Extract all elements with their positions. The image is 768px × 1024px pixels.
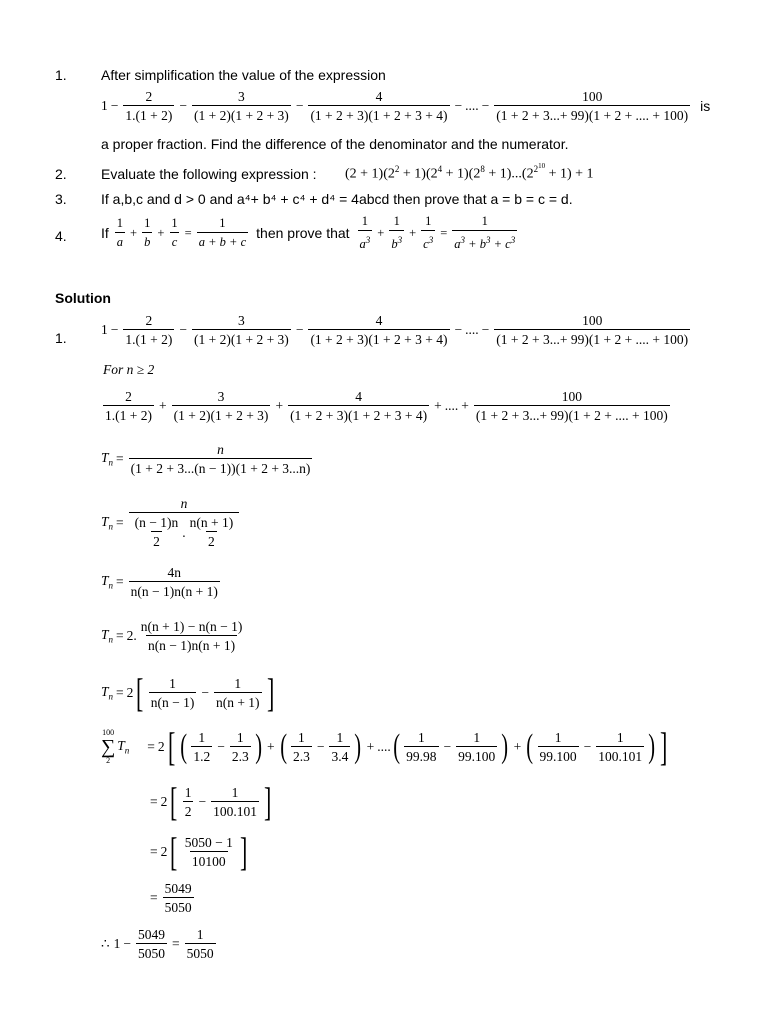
fraction-1-den: 1.(1 + 2) [123, 105, 174, 123]
minus-sign: − [110, 322, 119, 337]
den: (1 + 2)(1 + 2 + 3) [172, 405, 271, 423]
problem-2-text: Evaluate the following expression : [101, 166, 317, 182]
tn-step-5: $T_n$ = 2 [ $\frac{1}{n(n - 1)}$ − $\frac{1}{n(n + 1)}$ ] [101, 670, 274, 715]
ellipsis: .... [465, 98, 479, 113]
den: 2 [151, 531, 162, 549]
exponent: 4 [437, 164, 443, 174]
den: 2 [183, 801, 194, 819]
num: 3 [217, 389, 225, 404]
den: (1 + 2 + 3...+ 99)(1 + 2 + .... + 100) [474, 405, 670, 423]
fraction-4-num: 100 [582, 89, 603, 104]
problem-2-number: 2. [55, 166, 67, 182]
problem-4-expression [101, 214, 519, 252]
den: n(n + 1) [214, 692, 262, 710]
plus-sign: + [158, 398, 167, 413]
exponent: 2 [394, 164, 400, 174]
therefore-symbol: ∴ [101, 936, 110, 951]
den: 5050 [136, 943, 167, 961]
expr-lead: 1 [101, 322, 108, 337]
den: c [170, 232, 180, 250]
fraction-3 [308, 89, 449, 123]
den: 5050 [163, 897, 194, 915]
expr-lead: 1 [101, 98, 108, 113]
final-answer: ∴ 1 − $\frac{5049}{5050}$ = $\frac{1}{5050}$ [101, 927, 214, 961]
num: 4 [355, 389, 362, 404]
exponent [534, 164, 546, 174]
num: 2 [125, 389, 132, 404]
num: 2 [145, 313, 153, 328]
minus-sign: − [295, 322, 304, 337]
tn-step-4: $T_n$ = 2. $\frac{n(n + 1) - n(n - 1)}{n(n - 1)n(n + 1)}$ [101, 619, 243, 653]
expr-part: + 1)(2 [442, 166, 481, 182]
exponent-power: 10 [538, 162, 546, 170]
for-n-condition: For n ≥ 2 [103, 362, 155, 377]
expr-part: + 1)...(2 [484, 166, 534, 182]
sigma-symbol: 100 ∑ 2 [101, 728, 116, 765]
ellipsis: .... [465, 322, 479, 337]
expr-lead: 1 [113, 936, 121, 951]
den: 10100 [190, 851, 228, 869]
den: 100.101 [596, 746, 644, 764]
num: 1 [425, 214, 432, 228]
num: 4n [167, 565, 181, 580]
then-label: then prove that [256, 225, 350, 242]
minus-sign: − [179, 98, 187, 113]
solution-heading: Solution [55, 290, 111, 306]
plus-sign: + [434, 398, 442, 413]
den: 99.100 [538, 746, 579, 764]
ellipsis: .... [377, 739, 391, 754]
num: n(n + 1) − n(n − 1) [140, 619, 243, 634]
num: n(n + 1) [189, 515, 234, 530]
num: 1 [393, 214, 400, 228]
den: 1.(1 + 2) [103, 405, 154, 423]
expr-part: + 1) + 1 [545, 166, 594, 182]
fraction-2-den: (1 + 2)(1 + 2 + 3) [192, 105, 291, 123]
problem-1-continuation: a proper fraction. Find the difference of the denominator and the numerator. [101, 136, 569, 152]
minus-sign: − [179, 322, 187, 337]
fraction-1 [123, 89, 174, 123]
problem-2-expression [345, 162, 594, 183]
expr-trail: is [700, 98, 711, 114]
num: 1 [184, 785, 192, 800]
num: 1 [219, 216, 226, 231]
fraction-2 [192, 89, 291, 123]
coefficient: 2. [126, 628, 137, 643]
num: 100 [582, 313, 603, 328]
num: n [180, 496, 188, 511]
plus-sign: + [275, 398, 284, 413]
num: 1 [169, 676, 176, 691]
den: (1 + 2 + 3)(1 + 2 + 3 + 4) [308, 329, 449, 347]
den: n(n − 1) [149, 692, 197, 710]
num: 100 [561, 389, 582, 404]
minus-sign: − [454, 322, 463, 337]
den: $a^3$ [358, 230, 373, 252]
num: 1 [231, 785, 239, 800]
den: 99.98 [404, 746, 438, 764]
den: $c^3$ [421, 230, 435, 252]
rhs-equation: $\frac{1}{a^3}$ + $\frac{1}{b^3}$ + $\frac{1}{c^3}$ = $\frac{1}{a^3 + b^3 + c^3}$ [359, 214, 516, 252]
den: 2 [206, 531, 217, 549]
num: 1 [481, 214, 488, 228]
problem-1-number: 1. [55, 67, 67, 83]
lhs-equation: $\frac{1}{a}$ + $\frac{1}{b}$ + $\frac{1}{c}$ = $\frac{1}{a + b + c}$ [116, 216, 247, 250]
fraction-1-num: 2 [145, 89, 153, 104]
den: 1.(1 + 2) [123, 329, 174, 347]
num: 1 [196, 927, 204, 942]
problem-1-intro: After simplification the value of the expression [101, 67, 386, 83]
den: (1 + 2 + 3...(n − 1))(1 + 2 + 3...n) [129, 458, 313, 476]
expr-part: + 1)(2 [399, 166, 438, 182]
fraction-4 [494, 89, 690, 123]
minus-sign: − [295, 98, 304, 113]
simplify-step-2: = 2 [ $\frac{5050 - 1}{10100}$ ] [150, 829, 248, 874]
num: (n − 1)n [134, 515, 179, 530]
tn-step-3: $T_n$ = $\frac{4n}{n(n - 1)n(n + 1)}$ [101, 565, 218, 599]
den: b [142, 232, 152, 250]
den: a + b + c [197, 232, 248, 250]
plus-sign: + [461, 398, 469, 413]
exponent-base: 2 [533, 164, 539, 174]
num: 1 [144, 216, 151, 231]
den: (1 + 2 + 3)(1 + 2 + 3 + 4) [288, 405, 429, 423]
num: 1 [171, 216, 178, 231]
den: n(n − 1)n(n + 1) [146, 635, 237, 653]
coefficient: 2 [157, 739, 165, 754]
den: (1 + 2)(1 + 2 + 3) [192, 329, 291, 347]
problem-1-expression [101, 89, 710, 123]
tn-step-2: $T_n$ = n $\frac{(n - 1)n}{2}$ . $\frac{n(n + 1)}{2}$ [101, 496, 241, 549]
expr-part: (2 + 1)(2 [345, 166, 395, 182]
num: 1 [116, 216, 124, 231]
den: $a^3 + b^3 + c^3$ [452, 230, 517, 252]
den: 1.2 [191, 746, 212, 764]
den: (1 + 2 + 3...+ 99)(1 + 2 + .... + 100) [494, 329, 690, 347]
minus-sign: − [110, 98, 119, 113]
minus-sign: − [454, 98, 463, 113]
tn-step-1: $T_n$ = $\frac{n}{(1 + 2 + 3...(n - 1))(1 + 2 + 3...n)}$ [101, 442, 311, 476]
fraction-2-num: 3 [238, 89, 245, 104]
solution-expression [101, 313, 692, 347]
num: 4 [375, 313, 383, 328]
den: $b^3$ [389, 230, 404, 252]
coefficient: 2 [126, 685, 134, 700]
fraction-3-den: (1 + 2 + 3)(1 + 2 + 3 + 4) [308, 105, 449, 123]
fraction-3-num: 4 [375, 89, 383, 104]
fraction-4-den: (1 + 2 + 3...+ 99)(1 + 2 + .... + 100) [494, 105, 690, 123]
minus-sign: − [481, 98, 490, 113]
summation-step: 100 ∑ 2 $T_n$ = 2 [ ( $\frac{1}{1.2}$ − $\frac{1}{2.3}$ ) + ( $\frac{1}{2.3}$ − $\frac{1}{3.4}$ ) + .... ( $\frac{1}{99.98}$ − $\frac{1}{99.100}$ ) + ( $\frac{1}{99.100}$ − $\frac{1}{100.101}$ ) ] [101, 724, 668, 769]
sigma-upper: 100 [102, 728, 115, 737]
num: 1 [234, 676, 242, 691]
num: 5050 − 1 [184, 835, 233, 850]
den: 2.3 [230, 746, 251, 764]
minus-sign: − [481, 322, 490, 337]
den: 2.3 [291, 746, 312, 764]
den: 5050 [185, 943, 216, 961]
simplify-step-3: = $\frac{5049}{5050}$ [150, 881, 192, 915]
num: 5049 [164, 881, 192, 896]
solution-1-number: 1. [55, 330, 67, 346]
simplify-step-1: = 2 [ $\frac{1}{2}$ − $\frac{1}{100.101}$ ] [150, 779, 272, 824]
if-label: If [101, 225, 109, 242]
sigma-lower: 2 [106, 756, 111, 765]
num: 1 [361, 214, 369, 228]
ellipsis: .... [444, 398, 459, 413]
den: n(n − 1)n(n + 1) [129, 581, 220, 599]
num: 3 [238, 313, 245, 328]
den: 100.101 [211, 801, 259, 819]
num: 5049 [137, 927, 165, 942]
problem-3-number: 3. [55, 191, 67, 207]
den: $\frac{(n - 1)n}{2}$ . $\frac{n(n + 1)}{2}$ [129, 512, 240, 549]
positive-sum-expression [101, 389, 672, 423]
den: a [115, 232, 125, 250]
exponent: 8 [480, 164, 485, 174]
num: n [217, 442, 224, 457]
den: 3.4 [329, 746, 350, 764]
den: 99.100 [456, 746, 497, 764]
problem-3-text: If a,b,c and d > 0 and a⁴+ b⁴ + c⁴ + d⁴ = 4abcd then prove that a = b = c = d. [101, 191, 573, 207]
problem-4-number: 4. [55, 228, 67, 244]
